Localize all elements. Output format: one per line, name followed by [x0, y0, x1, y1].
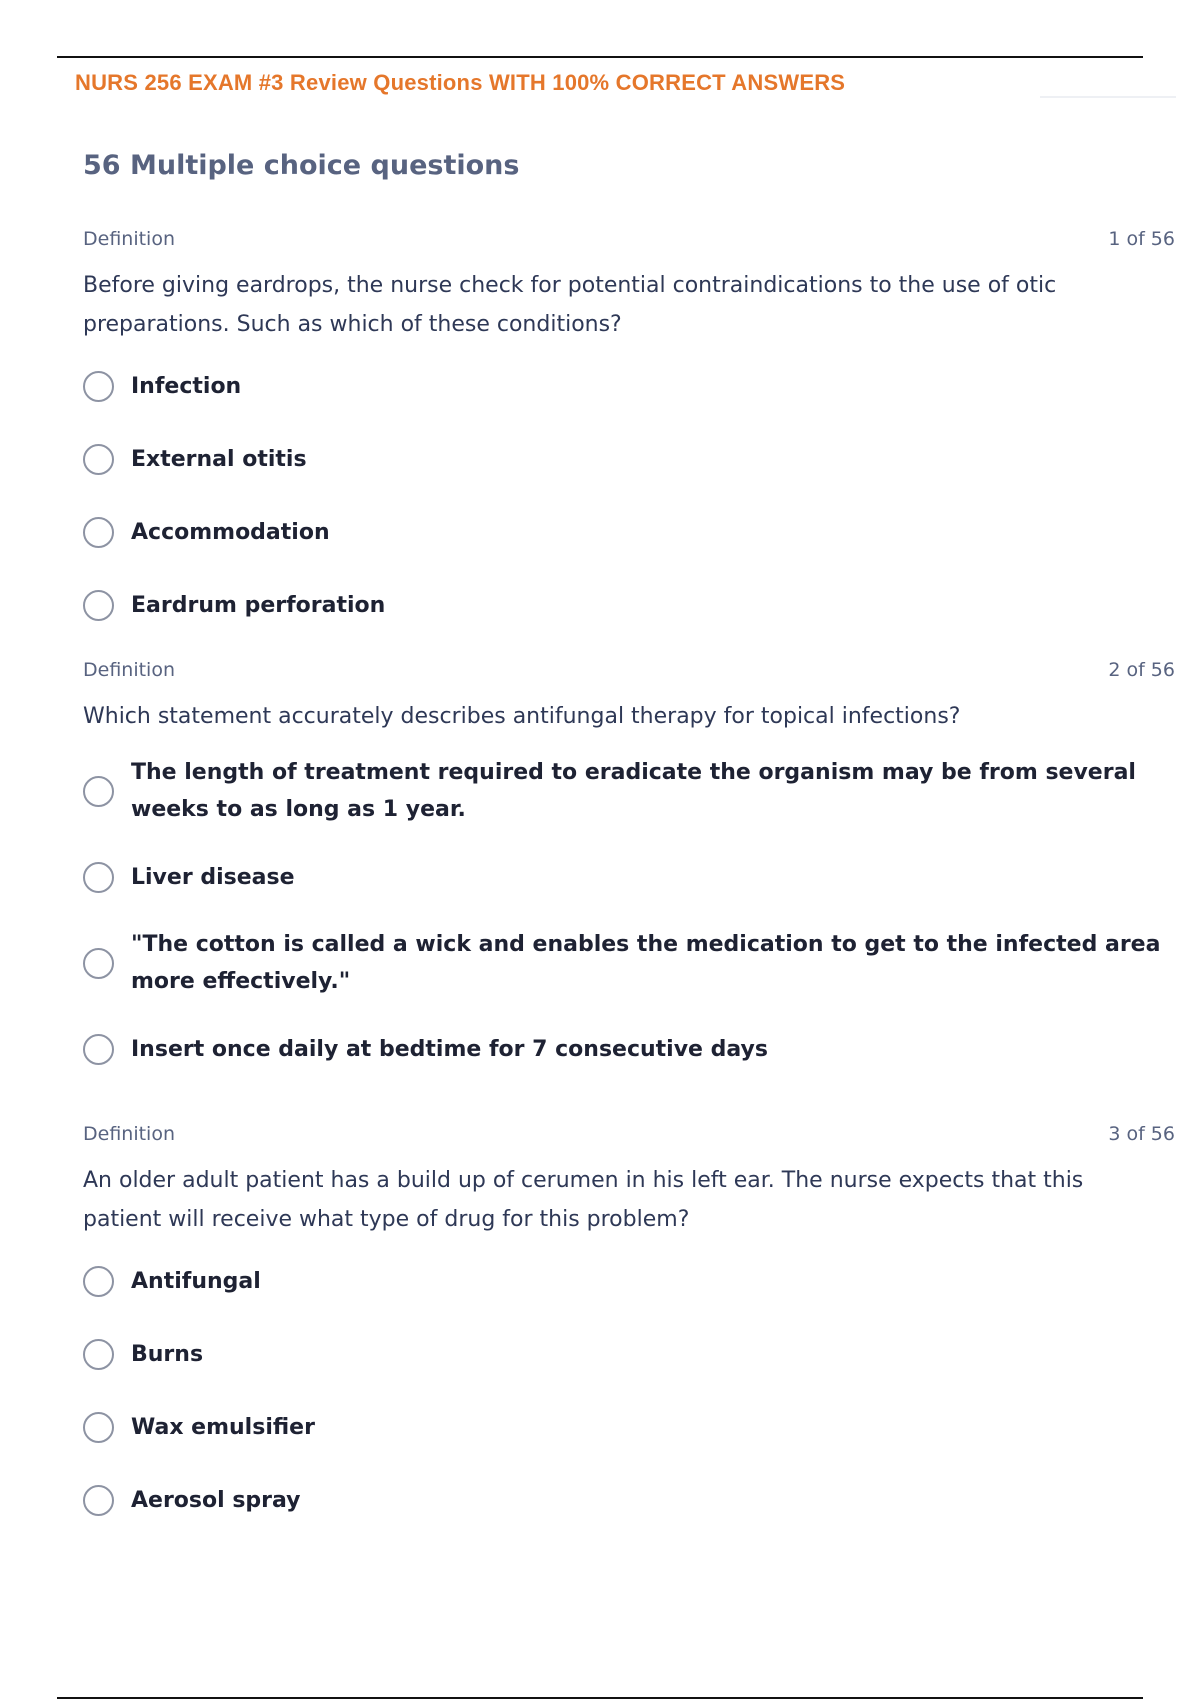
answer-option[interactable]	[83, 362, 1175, 410]
question-card-3	[83, 1123, 1175, 1549]
question-label: Definition	[83, 1123, 176, 1145]
answer-option-label: Eardrum perforation	[131, 592, 386, 618]
answer-option[interactable]	[83, 1403, 1175, 1451]
radio-button-icon[interactable]	[83, 1412, 114, 1443]
answer-option-label: Burns	[131, 1341, 204, 1367]
answer-option[interactable]	[83, 1025, 1175, 1073]
question-label: Definition	[83, 228, 176, 250]
answer-option-label: Insert once daily at bedtime for 7 consecutive days	[131, 1036, 768, 1062]
question-text: Which statement accurately describes antifungal therapy for topical infections?	[83, 704, 961, 729]
answer-option-label: Infection	[131, 373, 242, 399]
question-counter: 2 of 56	[1108, 659, 1175, 681]
answer-options	[83, 1257, 1175, 1524]
answer-option-label: The length of treatment required to eradicate the organism may be from several weeks to as long as 1 year.	[131, 760, 1136, 822]
radio-button-icon[interactable]	[83, 1266, 114, 1297]
answer-option[interactable]	[83, 853, 1175, 901]
radio-button-icon[interactable]	[83, 862, 114, 893]
answer-option[interactable]	[83, 926, 1175, 1000]
answer-option[interactable]	[83, 754, 1175, 828]
question-card-2	[83, 659, 1175, 1098]
answer-option[interactable]	[83, 508, 1175, 556]
question-card-1	[83, 228, 1175, 654]
answer-options	[83, 362, 1175, 629]
document-title: NURS 256 EXAM #3 Review Questions WITH 100% CORRECT ANSWERS	[75, 70, 846, 95]
radio-button-icon[interactable]	[83, 1034, 114, 1065]
faint-divider	[1040, 96, 1176, 98]
answer-option[interactable]	[83, 1476, 1175, 1524]
radio-button-icon[interactable]	[83, 371, 114, 402]
answer-option-label: Aerosol spray	[131, 1487, 301, 1513]
radio-button-icon[interactable]	[83, 776, 114, 807]
answer-option-label: Antifungal	[131, 1268, 261, 1294]
question-counter: 3 of 56	[1108, 1123, 1175, 1145]
answer-option[interactable]	[83, 581, 1175, 629]
answer-options	[83, 754, 1175, 1073]
answer-option[interactable]	[83, 435, 1175, 483]
radio-button-icon[interactable]	[83, 444, 114, 475]
answer-option-label: "The cotton is called a wick and enables the medication to get to the infected area more effectively."	[131, 932, 1161, 994]
radio-button-icon[interactable]	[83, 1485, 114, 1516]
answer-option-label: Accommodation	[131, 519, 330, 545]
top-divider	[57, 56, 1143, 58]
answer-option-label: Liver disease	[131, 864, 295, 890]
question-text: Before giving eardrops, the nurse check for potential contraindications to the use of otic preparations. Such as which of these conditions?	[83, 273, 1057, 337]
radio-button-icon[interactable]	[83, 948, 114, 979]
answer-option[interactable]	[83, 1257, 1175, 1305]
section-heading: 56 Multiple choice questions	[83, 150, 520, 181]
answer-option[interactable]	[83, 1330, 1175, 1378]
radio-button-icon[interactable]	[83, 517, 114, 548]
question-counter: 1 of 56	[1108, 228, 1175, 250]
answer-option-label: External otitis	[131, 446, 307, 472]
bottom-divider	[57, 1697, 1143, 1699]
question-label: Definition	[83, 659, 176, 681]
answer-option-label: Wax emulsifier	[131, 1414, 315, 1440]
radio-button-icon[interactable]	[83, 1339, 114, 1370]
radio-button-icon[interactable]	[83, 590, 114, 621]
question-text: An older adult patient has a build up of cerumen in his left ear. The nurse expects that this patient will receive what type of drug for this problem?	[83, 1168, 1084, 1232]
